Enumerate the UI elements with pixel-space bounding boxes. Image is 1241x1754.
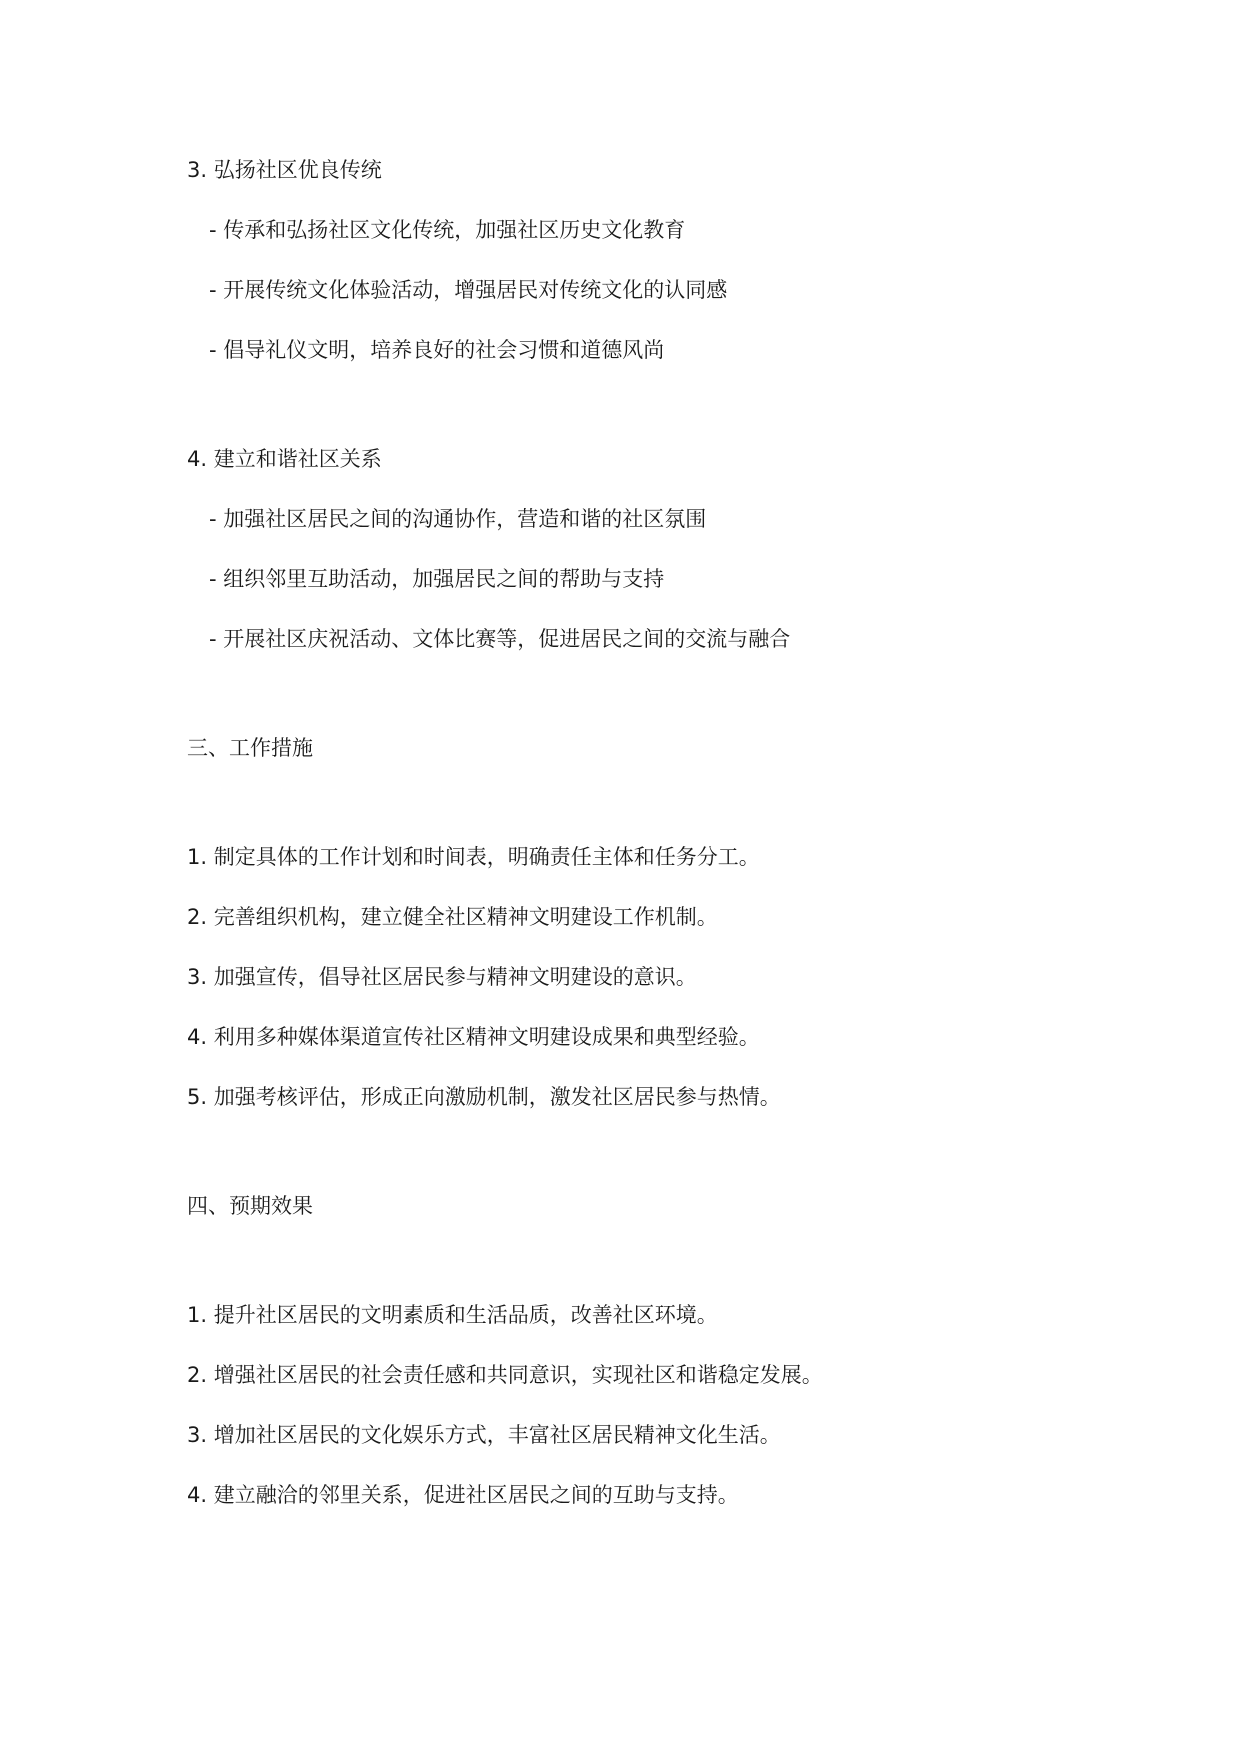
section-4-item-4: 4. 建立融洽的邻里关系，促进社区居民之间的互助与支持。	[187, 1483, 739, 1507]
item-3-bullet-3: - 倡导礼仪文明，培养良好的社会习惯和道德风尚	[209, 338, 665, 362]
section-3-item-3: 3. 加强宣传，倡导社区居民参与精神文明建设的意识。	[187, 965, 697, 989]
item-4-bullet-1: - 加强社区居民之间的沟通协作，营造和谐的社区氛围	[209, 507, 707, 531]
item-4-heading: 4. 建立和谐社区关系	[187, 447, 382, 471]
section-4-item-1: 1. 提升社区居民的文明素质和生活品质，改善社区环境。	[187, 1303, 718, 1327]
item-4-bullet-2: - 组织邻里互助活动，加强居民之间的帮助与支持	[209, 567, 665, 591]
section-3-item-5: 5. 加强考核评估，形成正向激励机制，激发社区居民参与热情。	[187, 1085, 781, 1109]
item-3-bullet-1: - 传承和弘扬社区文化传统，加强社区历史文化教育	[209, 218, 686, 242]
item-3-bullet-2: - 开展传统文化体验活动，增强居民对传统文化的认同感	[209, 278, 728, 302]
item-3-heading: 3. 弘扬社区优良传统	[187, 158, 382, 182]
section-3-item-1: 1. 制定具体的工作计划和时间表，明确责任主体和任务分工。	[187, 845, 760, 869]
section-3-item-4: 4. 利用多种媒体渠道宣传社区精神文明建设成果和典型经验。	[187, 1025, 760, 1049]
section-3-item-2: 2. 完善组织机构，建立健全社区精神文明建设工作机制。	[187, 905, 718, 929]
section-4-item-3: 3. 增加社区居民的文化娱乐方式，丰富社区居民精神文化生活。	[187, 1423, 781, 1447]
item-4-bullet-3: - 开展社区庆祝活动、文体比赛等，促进居民之间的交流与融合	[209, 627, 791, 651]
section-3-title: 三、工作措施	[187, 736, 313, 760]
section-4-item-2: 2. 增强社区居民的社会责任感和共同意识，实现社区和谐稳定发展。	[187, 1363, 823, 1387]
section-4-title: 四、预期效果	[187, 1194, 313, 1218]
